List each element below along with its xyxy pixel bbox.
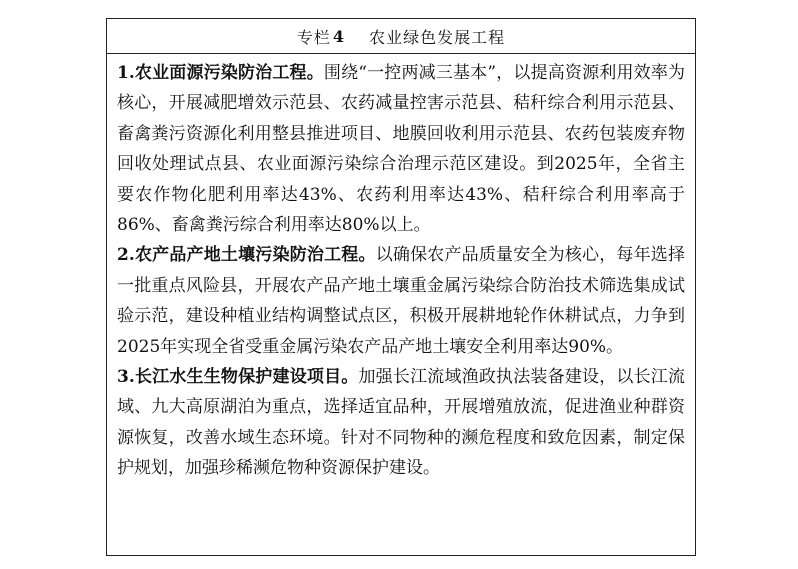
project-item xyxy=(117,58,685,240)
project-item xyxy=(117,362,685,484)
project-item xyxy=(117,240,685,362)
project-description: 围绕“一控两减三基本”，以提高资源利用效率为核心，开展减肥增效示范县、农药减量控害示范县、秸秆综合利用示范县、畜禽粪污资源化利用整县推进项目、地膜回收利用示范县、农药包装废弃物回收处理试点县、农业面源污染综合治理示范区建设。到2025年，全省主要农作物化肥利用率达43%、农药利用率达43%、秸秆综合利用率高于86%、畜禽粪污综合利用率达80%以上。 xyxy=(117,63,686,236)
column-box xyxy=(106,18,696,556)
project-title: 1.农业面源污染防治工程。 xyxy=(117,63,324,83)
project-title: 3.长江水生生物保护建设项目。 xyxy=(117,367,359,388)
column-body xyxy=(107,54,695,484)
column-header xyxy=(107,19,695,54)
column-number: 4 xyxy=(332,26,346,46)
project-description: 以确保农产品质量安全为核心，每年选择一批重点风险县，开展农产品产地土壤重金属污染综合防治技术筛选集成试验示范，建设种植业结构调整试点区，积极开展耕地轮作休耕试点，力争到2025年实现全省受重金属污染农产品产地土壤安全利用率达90%。 xyxy=(117,245,686,357)
project-title: 2.农产品产地土壤污染防治工程。 xyxy=(117,245,376,266)
column-label: 专栏 xyxy=(296,27,331,47)
project-description: 加强长江流域渔政执法装备建设，以长江流域、九大高原湖泊为重点，选择适宜品种，开展增殖放流，促进渔业种群资源恢复，改善水域生态环境。针对不同物种的濒危程度和致危因素，制定保护规划，加强珍稀濒危物种资源保护建设。 xyxy=(117,367,685,479)
column-title: 农业绿色发展工程 xyxy=(369,27,506,47)
